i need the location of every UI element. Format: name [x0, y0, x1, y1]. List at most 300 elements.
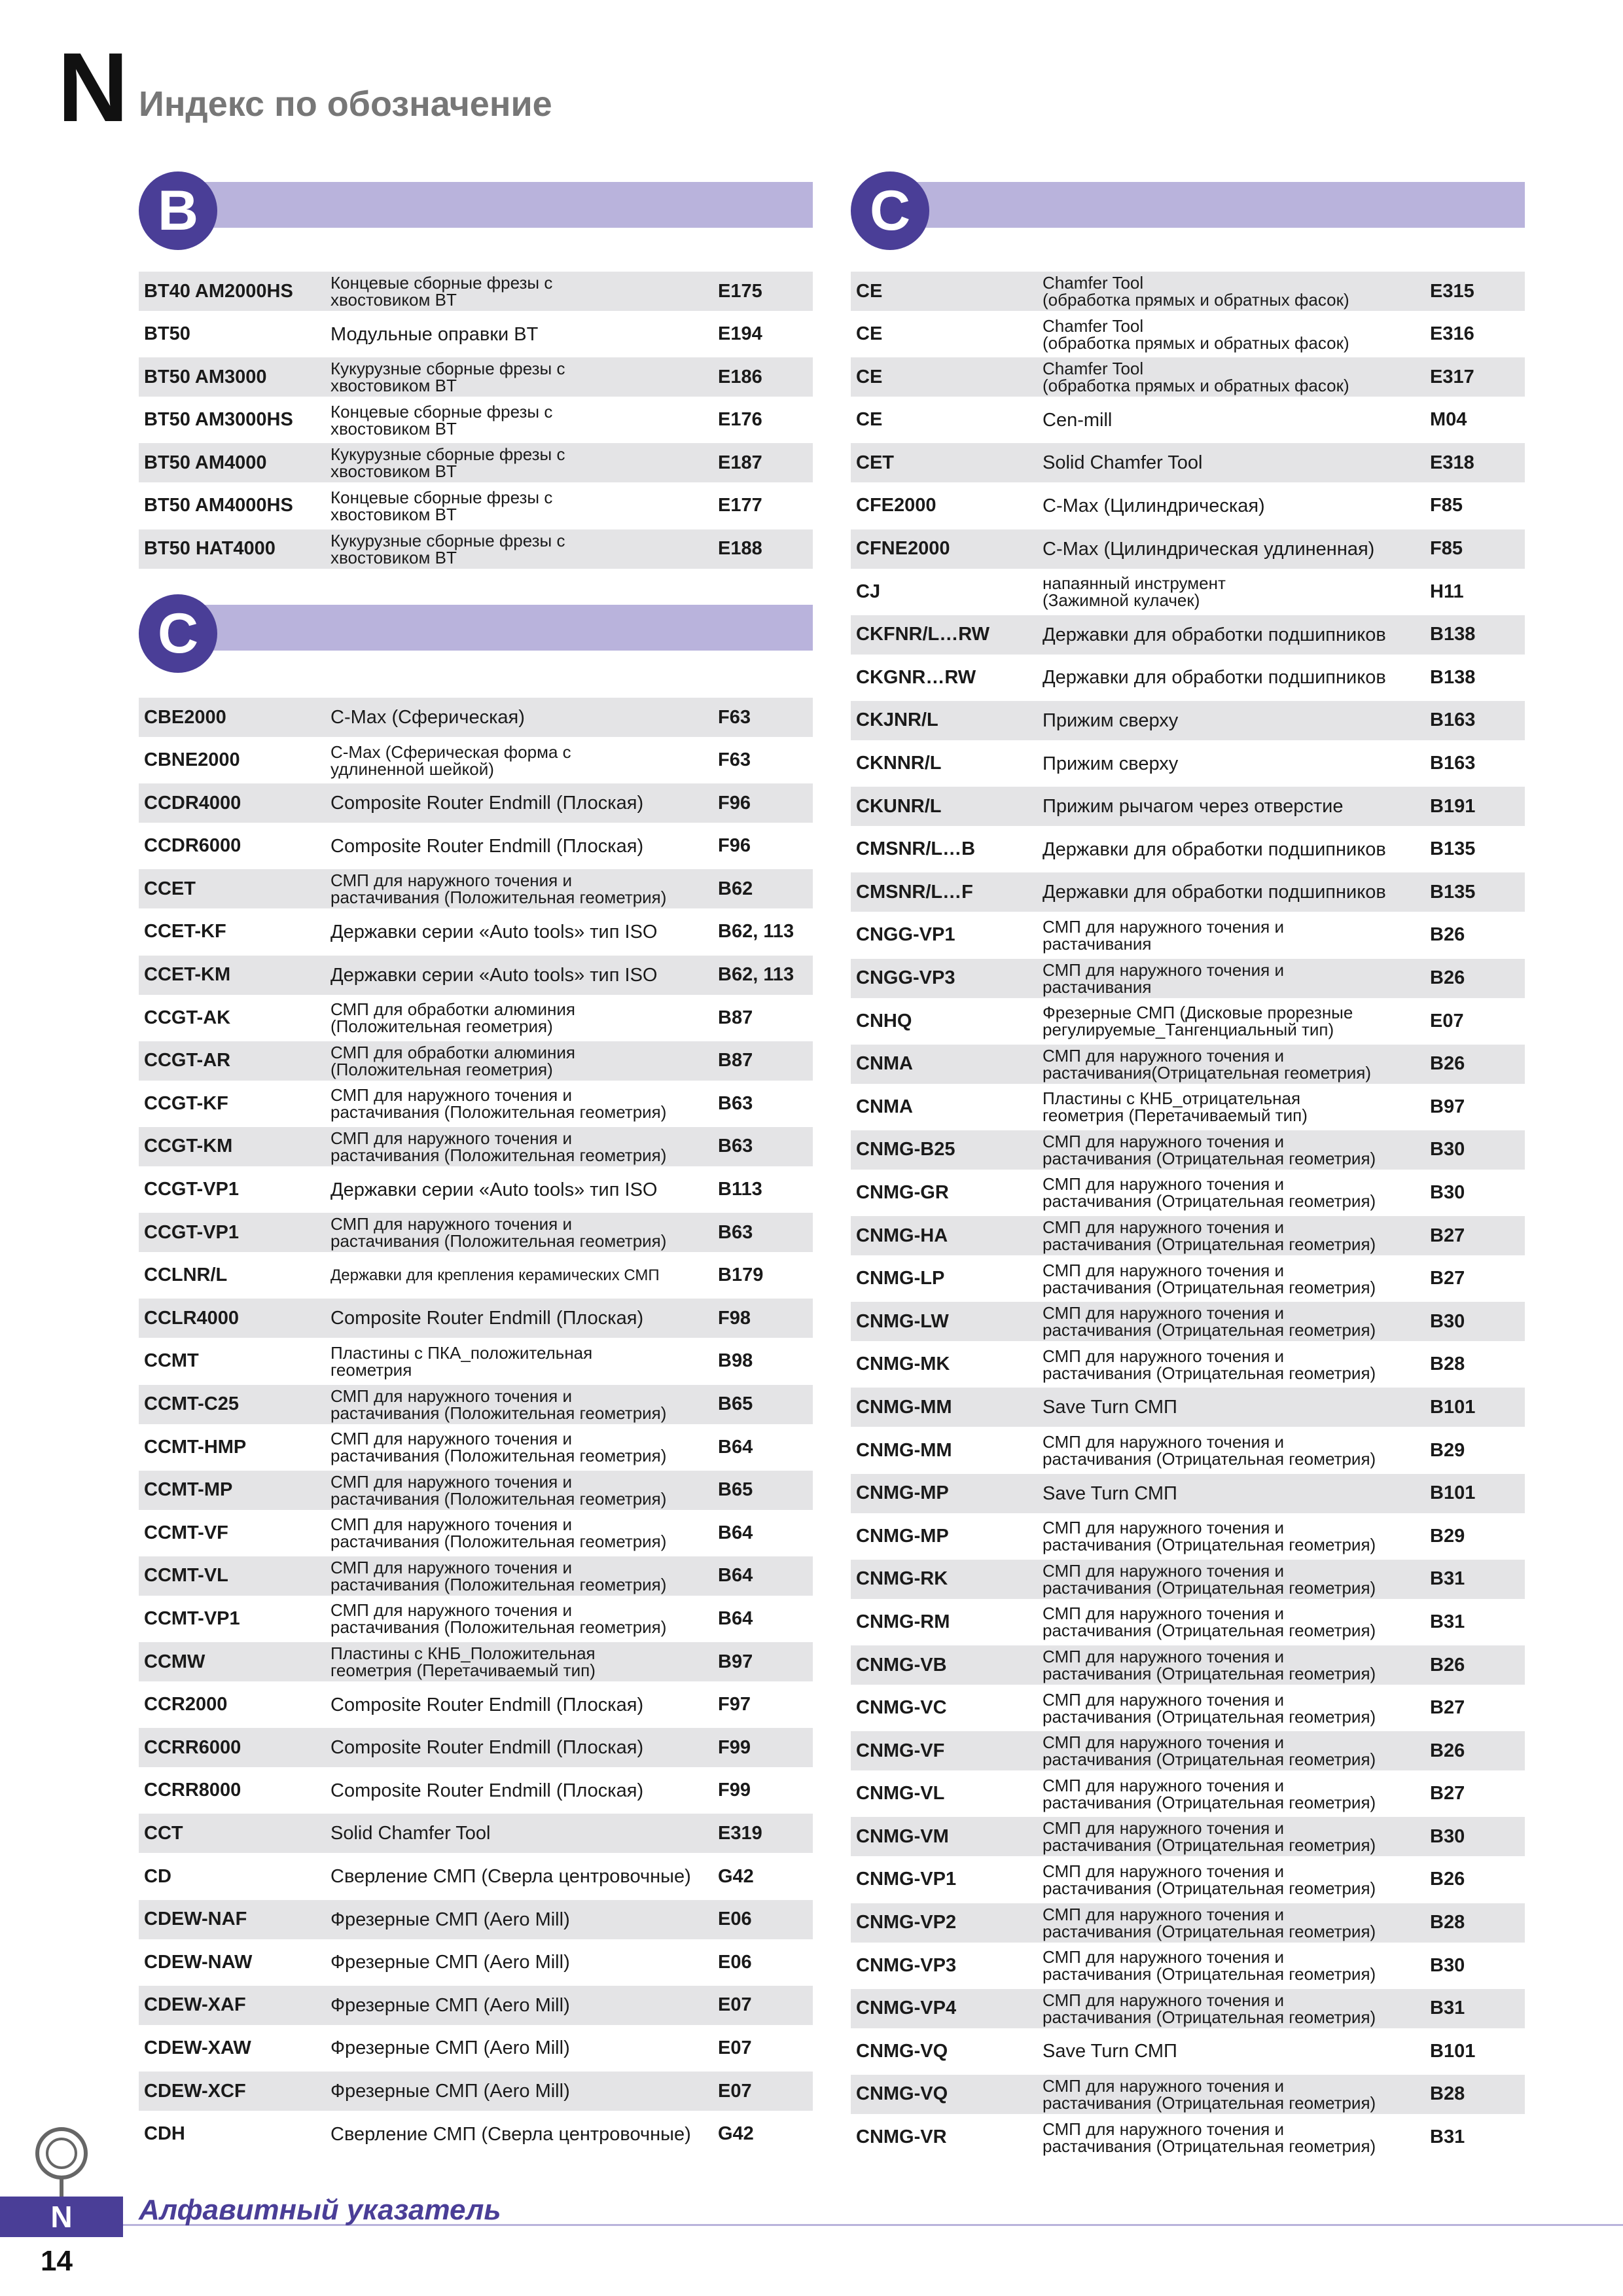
- item-code: CNMG-VR: [856, 2126, 947, 2148]
- item-description: Composite Router Endmill (Плоская): [330, 835, 644, 857]
- item-page-ref: B26: [1430, 1740, 1465, 1761]
- item-description: Кукурузные сборные фрезы с хвостовиком BT: [330, 359, 565, 396]
- table-row: [851, 357, 1525, 397]
- item-code: CCMT-C25: [144, 1393, 240, 1414]
- item-page-ref: H11: [1430, 581, 1464, 602]
- item-page-ref: E186: [718, 366, 762, 387]
- item-page-ref: E177: [718, 495, 762, 516]
- footer-tab-letter: N: [0, 2197, 123, 2237]
- item-code: CKNNR/L: [856, 753, 942, 774]
- item-description: СМП для наружного точения и растачивания (Положительная геометрия): [330, 1386, 667, 1423]
- table-row: [139, 1256, 813, 1295]
- item-description: Save Turn СМП: [1043, 1482, 1177, 1504]
- item-code: CCMT: [144, 1350, 199, 1372]
- item-code: BT50 HAT4000: [144, 538, 276, 560]
- item-page-ref: E319: [718, 1822, 762, 1844]
- item-description: СМП для наружного точения и растачивания (Отрицательная геометрия): [1043, 1174, 1376, 1211]
- table-row: [139, 1857, 813, 1896]
- item-page-ref: B64: [718, 1522, 753, 1543]
- table-row: [851, 1130, 1525, 1170]
- table-row: [851, 1001, 1525, 1041]
- item-description: СМП для наружного точения и растачивания (Положительная геометрия): [330, 870, 667, 908]
- item-page-ref: B87: [718, 1050, 753, 1071]
- table-row: [851, 787, 1525, 826]
- index-table-b: [139, 272, 813, 572]
- item-description: СМП для обработки алюминия (Положительная геометрия): [330, 1042, 575, 1079]
- item-page-ref: E07: [1430, 1010, 1464, 1031]
- item-code: CDEW-XCF: [144, 2080, 246, 2102]
- item-page-ref: E176: [718, 409, 762, 431]
- table-row: [851, 615, 1525, 655]
- item-code: CKJNR/L: [856, 709, 938, 731]
- table-row: [139, 1728, 813, 1767]
- item-page-ref: E188: [718, 538, 762, 560]
- item-page-ref: B64: [718, 1565, 753, 1587]
- item-code: BT50: [144, 323, 190, 345]
- item-description: Державки для обработки подшипников: [1043, 882, 1386, 903]
- item-description: СМП для наружного точения и растачивания (Отрицательная геометрия): [1043, 1861, 1376, 1898]
- table-row: [851, 830, 1525, 869]
- item-description: Прижим рычагом через отверстие: [1043, 796, 1344, 817]
- item-description: СМП для наружного точения и растачивания (Положительная геометрия): [330, 1515, 667, 1552]
- table-row: [851, 1216, 1525, 1255]
- table-row: [851, 1602, 1525, 1641]
- item-page-ref: F63: [718, 706, 751, 728]
- item-page-ref: E06: [718, 1909, 752, 1930]
- item-page-ref: B30: [1430, 1139, 1465, 1160]
- item-description: СМП для наружного точения и растачивания (Отрицательная геометрия): [1043, 1818, 1376, 1856]
- item-page-ref: B30: [1430, 1310, 1465, 1332]
- item-page-ref: B30: [1430, 1954, 1465, 1976]
- item-page-ref: B179: [718, 1265, 764, 1286]
- table-row: [139, 1771, 813, 1810]
- table-row: [851, 1560, 1525, 1599]
- item-code: CCET-KM: [144, 964, 231, 986]
- item-code: CBE2000: [144, 706, 226, 728]
- item-description: Сверление СМП (Сверла центровочные): [330, 1866, 691, 1888]
- item-description: C-Max (Цилиндрическая удлиненная): [1043, 538, 1375, 560]
- table-row: [851, 486, 1525, 526]
- item-page-ref: F96: [718, 792, 751, 814]
- item-page-ref: E07: [718, 1994, 752, 2016]
- item-description: СМП для наружного точения и растачивания(Отрицательная геометрия): [1043, 1045, 1371, 1083]
- item-code: BT50 AM4000HS: [144, 495, 293, 516]
- item-page-ref: B63: [718, 1092, 753, 1114]
- item-page-ref: B163: [1430, 753, 1476, 774]
- item-code: CDEW-NAF: [144, 1909, 247, 1930]
- item-code: CCRR6000: [144, 1736, 241, 1758]
- item-code: CET: [856, 452, 894, 473]
- item-description: Chamfer Tool (обработка прямых и обратных фасок): [1043, 359, 1349, 396]
- item-code: CCLR4000: [144, 1307, 240, 1329]
- table-row: [851, 2032, 1525, 2071]
- item-description: C-Max (Сферическая форма с удлиненной шейкой): [330, 742, 571, 779]
- item-code: CKUNR/L: [856, 795, 942, 817]
- item-code: CNGG-VP3: [856, 967, 955, 988]
- item-description: Пластины с КНБ_Положительная геометрия (Перетачиваемый тип): [330, 1643, 596, 1681]
- item-code: CNMG-VQ: [856, 2040, 948, 2062]
- item-code: CNMG-MM: [856, 1439, 952, 1461]
- table-row: [139, 1170, 813, 1210]
- table-row: [851, 443, 1525, 482]
- item-description: Фрезерные СМП (Aero Mill): [330, 2037, 570, 2059]
- item-code: CNMG-VP3: [856, 1954, 957, 1976]
- item-page-ref: E315: [1430, 280, 1474, 302]
- item-page-ref: B113: [718, 1179, 762, 1200]
- item-page-ref: B27: [1430, 1697, 1465, 1719]
- table-row: [851, 401, 1525, 440]
- item-page-ref: B26: [1430, 1654, 1465, 1676]
- item-page-ref: E07: [718, 2037, 752, 2058]
- item-description: СМП для наружного точения и растачивания (Отрицательная геометрия): [1043, 1775, 1376, 1812]
- item-code: CD: [144, 1865, 171, 1887]
- item-code: CBNE2000: [144, 749, 240, 771]
- item-description: Державки серии «Auto tools» тип ISO: [330, 921, 658, 942]
- table-row: [139, 998, 813, 1037]
- item-code: BT50 AM3000HS: [144, 409, 293, 431]
- item-page-ref: E07: [718, 2080, 752, 2102]
- item-description: Концевые сборные фрезы с хвостовиком BT: [330, 487, 553, 524]
- table-row: [139, 1299, 813, 1338]
- item-code: CNMG-HA: [856, 1225, 948, 1246]
- item-description: СМП для наружного точения и растачивания (Отрицательная геометрия): [1043, 1689, 1376, 1727]
- item-page-ref: E316: [1430, 323, 1474, 345]
- item-code: CNMG-MM: [856, 1396, 952, 1418]
- table-row: [139, 698, 813, 737]
- item-code: CNMG-VF: [856, 1740, 945, 1761]
- item-page-ref: F99: [718, 1736, 751, 1758]
- item-code: CNMG-RK: [856, 1568, 948, 1590]
- item-description: СМП для наружного точения и растачивания (Отрицательная геометрия): [1043, 1560, 1376, 1598]
- item-code: CE: [856, 280, 883, 302]
- item-code: CJ: [856, 581, 881, 602]
- item-description: Composite Router Endmill (Плоская): [330, 1694, 644, 1715]
- item-code: CNMG-LP: [856, 1268, 945, 1289]
- item-description: СМП для наружного точения и растачивания (Положительная геометрия): [330, 1214, 667, 1251]
- item-description: Державки для крепления керамических СМП: [330, 1266, 660, 1284]
- table-row: [139, 783, 813, 823]
- item-page-ref: B62, 113: [718, 964, 794, 986]
- item-description: СМП для наружного точения и растачивания (Отрицательная геометрия): [1043, 2119, 1376, 2156]
- table-row: [139, 2115, 813, 2154]
- table-row: [851, 959, 1525, 998]
- item-description: Composite Router Endmill (Плоская): [330, 1308, 644, 1329]
- table-row: [139, 1084, 813, 1123]
- table-row: [851, 701, 1525, 740]
- table-row: [139, 869, 813, 908]
- item-page-ref: B97: [718, 1651, 753, 1672]
- item-page-ref: B28: [1430, 1912, 1465, 1933]
- item-description: Composite Router Endmill (Плоская): [330, 793, 644, 814]
- item-description: Пластины с ПКА_положительная геометрия: [330, 1342, 593, 1380]
- index-table-c-left: [139, 698, 813, 2157]
- item-page-ref: B31: [1430, 1998, 1465, 2019]
- table-row: [139, 1213, 813, 1252]
- item-code: CCDR6000: [144, 835, 241, 857]
- item-code: CCGT-AR: [144, 1050, 231, 1071]
- table-row: [851, 1516, 1525, 1556]
- item-code: CCMT-VF: [144, 1522, 228, 1543]
- item-code: CCMT-MP: [144, 1479, 233, 1501]
- table-row: [851, 572, 1525, 611]
- section-band: [178, 182, 813, 228]
- item-page-ref: B65: [718, 1393, 753, 1414]
- item-description: Save Turn СМП: [1043, 2041, 1177, 2062]
- item-code: CDEW-XAF: [144, 1994, 246, 2016]
- item-page-ref: B97: [1430, 1096, 1465, 1117]
- item-description: Chamfer Tool (обработка прямых и обратных фасок): [1043, 273, 1349, 310]
- item-description: СМП для наружного точения и растачивания (Отрицательная геометрия): [1043, 1131, 1376, 1168]
- item-code: CNMG-VP2: [856, 1912, 957, 1933]
- item-description: Фрезерные СМП (Aero Mill): [330, 2081, 570, 2102]
- table-row: [139, 1685, 813, 1725]
- table-row: [851, 1774, 1525, 1814]
- item-code: CNMG-VC: [856, 1697, 947, 1719]
- table-row: [139, 956, 813, 995]
- item-code: BT40 AM2000HS: [144, 280, 293, 302]
- item-description: Прижим сверху: [1043, 753, 1179, 774]
- item-code: CCGT-KM: [144, 1136, 233, 1157]
- item-page-ref: F99: [718, 1780, 751, 1801]
- item-description: C-Max (Сферическая): [330, 707, 525, 728]
- item-page-ref: B27: [1430, 1783, 1465, 1804]
- item-page-ref: E06: [718, 1951, 752, 1973]
- table-row: [851, 1474, 1525, 1513]
- item-page-ref: B31: [1430, 1611, 1465, 1632]
- item-code: CFNE2000: [856, 538, 950, 560]
- item-description: СМП для наружного точения и растачивания: [1043, 916, 1285, 954]
- item-description: СМП для наружного точения и растачивания (Отрицательная геометрия): [1043, 1432, 1376, 1469]
- item-page-ref: G42: [718, 1865, 754, 1887]
- index-letter: N: [58, 32, 126, 142]
- table-row: [851, 872, 1525, 912]
- item-description: Державки для обработки подшипников: [1043, 667, 1386, 689]
- ring-stem: [60, 2177, 63, 2197]
- item-page-ref: F97: [718, 1694, 751, 1715]
- item-code: CNMG-MP: [856, 1482, 949, 1504]
- item-code: BT50 AM4000: [144, 452, 267, 473]
- item-page-ref: B138: [1430, 666, 1476, 688]
- table-row: [851, 1302, 1525, 1341]
- item-description: СМП для наружного точения и растачивания (Отрицательная геометрия): [1043, 1518, 1376, 1555]
- table-row: [851, 1345, 1525, 1384]
- item-description: СМП для наружного точения и растачивания (Отрицательная геометрия): [1043, 1217, 1376, 1255]
- table-row: [851, 1431, 1525, 1470]
- item-page-ref: B26: [1430, 924, 1465, 946]
- table-row: [851, 1989, 1525, 2028]
- table-row: [851, 1087, 1525, 1126]
- item-page-ref: B63: [718, 1221, 753, 1243]
- item-code: CNHQ: [856, 1010, 912, 1031]
- item-code: CCRR8000: [144, 1780, 241, 1801]
- item-description: Державки серии «Auto tools» тип ISO: [330, 1179, 658, 1200]
- item-description: Фрезерные СМП (Дисковые прорезные регулируемые_Тангенциальный тип): [1043, 1003, 1353, 1040]
- item-description: C-Max (Цилиндрическая): [1043, 495, 1265, 516]
- table-row: [139, 401, 813, 440]
- item-code: CCT: [144, 1822, 183, 1844]
- table-row: [139, 315, 813, 354]
- item-page-ref: B62, 113: [718, 921, 794, 942]
- table-row: [139, 443, 813, 482]
- item-page-ref: B101: [1430, 1396, 1476, 1418]
- table-row: [851, 1689, 1525, 1728]
- table-row: [139, 2028, 813, 2068]
- section-header-c-right: [851, 171, 1525, 257]
- table-row: [139, 1943, 813, 1982]
- table-row: [851, 1645, 1525, 1685]
- item-description: Solid Chamfer Tool: [330, 1823, 491, 1844]
- table-row: [139, 1986, 813, 2025]
- item-code: CCMW: [144, 1651, 205, 1672]
- item-description: СМП для наружного точения и растачивания (Отрицательная геометрия): [1043, 1732, 1376, 1770]
- item-description: СМП для наружного точения и растачивания (Положительная геометрия): [330, 1557, 667, 1594]
- table-row: [139, 1556, 813, 1596]
- item-code: CNMG-RM: [856, 1611, 950, 1632]
- item-description: Державки для обработки подшипников: [1043, 624, 1386, 645]
- item-page-ref: B138: [1430, 624, 1476, 645]
- item-page-ref: B98: [718, 1350, 753, 1372]
- table-row: [139, 2072, 813, 2111]
- item-page-ref: E318: [1430, 452, 1474, 473]
- item-description: Фрезерные СМП (Aero Mill): [330, 1994, 570, 2016]
- item-description: СМП для наружного точения и растачивания (Отрицательная геометрия): [1043, 1303, 1376, 1340]
- section-letter-c: C: [851, 171, 929, 250]
- item-description: Composite Router Endmill (Плоская): [330, 1737, 644, 1759]
- table-row: [139, 1041, 813, 1081]
- table-row: [139, 1814, 813, 1853]
- table-row: [851, 658, 1525, 697]
- item-description: Composite Router Endmill (Плоская): [330, 1780, 644, 1801]
- item-page-ref: B101: [1430, 1482, 1476, 1504]
- item-page-ref: B64: [718, 1436, 753, 1458]
- table-row: [139, 1599, 813, 1638]
- item-page-ref: B62: [718, 878, 753, 899]
- table-row: [851, 1388, 1525, 1427]
- item-description: Solid Chamfer Tool: [1043, 452, 1203, 474]
- table-row: [139, 1342, 813, 1381]
- table-row: [851, 1045, 1525, 1084]
- table-row: [851, 1731, 1525, 1770]
- item-page-ref: B26: [1430, 967, 1465, 988]
- item-page-ref: F85: [1430, 495, 1463, 516]
- item-code: CNMG-GR: [856, 1181, 949, 1203]
- item-page-ref: B27: [1430, 1225, 1465, 1246]
- item-page-ref: G42: [718, 2123, 754, 2145]
- page-number: 14: [41, 2245, 73, 2277]
- item-page-ref: B135: [1430, 838, 1476, 860]
- item-code: CCMT-HMP: [144, 1436, 247, 1458]
- item-page-ref: B31: [1430, 2126, 1465, 2148]
- item-description: СМП для наружного точения и растачивания (Отрицательная геометрия): [1043, 2075, 1376, 2113]
- table-row: [139, 741, 813, 780]
- table-row: [851, 1946, 1525, 1985]
- table-row: [851, 916, 1525, 955]
- table-row: [851, 744, 1525, 783]
- section-band: [890, 182, 1525, 228]
- item-code: CNMA: [856, 1053, 913, 1075]
- table-row: [139, 357, 813, 397]
- item-code: CCLNR/L: [144, 1265, 228, 1286]
- item-code: CMSNR/L…F: [856, 881, 973, 903]
- item-code: CCMT-VP1: [144, 1607, 240, 1629]
- item-page-ref: B28: [1430, 1354, 1465, 1375]
- table-row: [139, 529, 813, 569]
- table-row: [139, 1127, 813, 1166]
- item-code: CCET-KF: [144, 921, 226, 942]
- item-description: Концевые сборные фрезы с хвостовиком BT: [330, 401, 553, 439]
- table-row: [851, 315, 1525, 354]
- item-code: CCGT-VP1: [144, 1221, 240, 1243]
- table-row: [851, 272, 1525, 311]
- item-description: СМП для наружного точения и растачивания (Отрицательная геометрия): [1043, 1904, 1376, 1941]
- item-description: СМП для наружного точения и растачивания (Отрицательная геометрия): [1043, 1604, 1376, 1641]
- item-description: Кукурузные сборные фрезы с хвостовиком BT: [330, 444, 565, 482]
- item-code: CNMG-VQ: [856, 2083, 948, 2105]
- table-row: [851, 529, 1525, 569]
- table-row: [139, 1471, 813, 1510]
- item-page-ref: F96: [718, 835, 751, 857]
- item-code: CKGNR…RW: [856, 666, 976, 688]
- item-code: CNMG-VL: [856, 1783, 945, 1804]
- item-page-ref: B29: [1430, 1525, 1465, 1547]
- item-page-ref: B26: [1430, 1869, 1465, 1890]
- item-page-ref: E194: [718, 323, 762, 345]
- item-code: CNMG-VM: [856, 1825, 949, 1847]
- item-description: Cen-mill: [1043, 409, 1113, 431]
- item-page-ref: B29: [1430, 1439, 1465, 1461]
- item-code: CE: [856, 323, 883, 345]
- item-page-ref: B65: [718, 1479, 753, 1501]
- item-code: CNGG-VP1: [856, 924, 955, 946]
- table-row: [851, 1173, 1525, 1212]
- item-description: СМП для наружного точения и растачивания (Отрицательная геометрия): [1043, 1260, 1376, 1297]
- item-page-ref: E175: [718, 280, 762, 302]
- item-code: BT50 AM3000: [144, 366, 267, 387]
- table-row: [139, 912, 813, 952]
- item-page-ref: B191: [1430, 795, 1476, 817]
- table-row: [139, 1427, 813, 1467]
- item-description: СМП для наружного точения и растачивания (Отрицательная геометрия): [1043, 1990, 1376, 2027]
- table-row: [139, 1385, 813, 1424]
- item-page-ref: B135: [1430, 881, 1476, 903]
- item-description: СМП для наружного точения и растачивания (Положительная геометрия): [330, 1471, 667, 1509]
- table-row: [139, 272, 813, 311]
- item-page-ref: B30: [1430, 1825, 1465, 1847]
- item-page-ref: B101: [1430, 2040, 1476, 2062]
- table-row: [851, 2075, 1525, 2114]
- item-code: CNMG-VP4: [856, 1998, 957, 2019]
- section-band: [178, 605, 813, 651]
- item-code: CE: [856, 366, 883, 387]
- item-description: Пластины с КНБ_отрицательная геометрия (Перетачиваемый тип): [1043, 1088, 1308, 1126]
- item-page-ref: F63: [718, 749, 751, 771]
- item-code: CDEW-XAW: [144, 2037, 251, 2058]
- item-page-ref: B87: [718, 1007, 753, 1028]
- item-code: CCGT-KF: [144, 1092, 228, 1114]
- item-page-ref: E187: [718, 452, 762, 473]
- item-description: Chamfer Tool (обработка прямых и обратных фасок): [1043, 315, 1349, 353]
- item-code: CDEW-NAW: [144, 1951, 253, 1973]
- footer-title: Алфавитный указатель: [139, 2194, 501, 2226]
- item-description: СМП для наружного точения и растачивания (Положительная геометрия): [330, 1429, 667, 1466]
- table-row: [851, 1860, 1525, 1899]
- item-page-ref: E317: [1430, 366, 1474, 387]
- item-code: CDH: [144, 2123, 185, 2145]
- item-description: Державки серии «Auto tools» тип ISO: [330, 964, 658, 986]
- item-code: CNMG-B25: [856, 1139, 955, 1160]
- table-row: [139, 486, 813, 526]
- item-description: СМП для наружного точения и растачивания: [1043, 960, 1285, 997]
